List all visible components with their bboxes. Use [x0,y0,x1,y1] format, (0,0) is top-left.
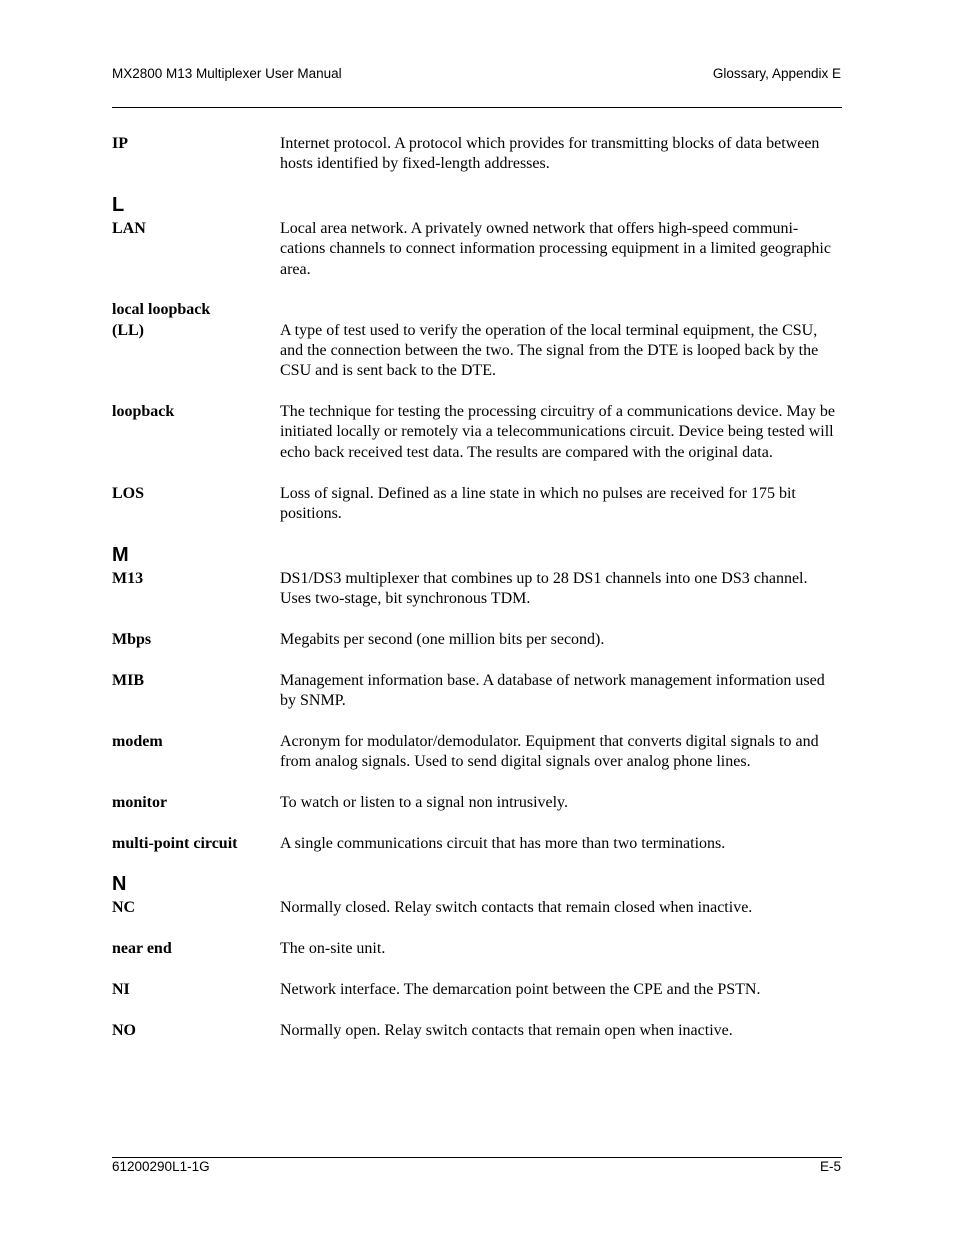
glossary-entry [112,402,842,463]
glossary-entry [112,732,842,773]
section-letter-m: M [112,543,129,566]
glossary-entry [112,834,842,854]
glossary-term: NI [112,980,130,998]
glossary-definition: Normally closed. Relay switch contacts that remain closed when inactive. [280,899,753,917]
glossary-definition: Local area network. A privately owned network that offers high-speed communi-cations channels to connect information processing equipment in a limited geographic area. [280,220,831,278]
glossary-entry [112,630,842,650]
glossary-definition: Acronym for modulator/demodulator. Equipment that converts digital signals to and from analog signals. Used to send digital signals over analog phone lines. [280,732,819,770]
glossary-definition: Management information base. A database of network management information used by SNMP. [280,671,825,709]
glossary-entry [112,980,842,1000]
glossary-entry [112,793,842,813]
glossary-definition: Normally open. Relay switch contacts that remain open when inactive. [280,1021,733,1039]
glossary-body [112,134,842,1062]
glossary-definition: Internet protocol. A protocol which provides for transmitting blocks of data between hosts identified by fixed-length addresses. [280,135,820,173]
glossary-term: IP [112,135,128,152]
page-number: E-5 [819,1159,841,1174]
glossary-term: loopback [112,403,175,421]
document-part-number: 61200290L1-1G [112,1159,210,1174]
glossary-definition: A single communications circuit that has more than two terminations. [280,834,726,852]
glossary-term: M13 [112,569,144,587]
glossary-term: LOS [112,484,145,502]
glossary-entry [112,1021,842,1041]
glossary-definition: Network interface. The demarcation point between the CPE and the PSTN. [280,980,761,998]
glossary-entry [112,569,842,610]
glossary-term-continued: (LL) [112,321,144,339]
glossary-definition: Megabits per second (one million bits per second). [280,630,605,648]
glossary-definition: Loss of signal. Defined as a line state in which no pulses are received for 175 bit positions. [280,484,796,522]
section-letter-n: N [112,873,127,896]
glossary-term: local loopback [112,301,211,319]
running-header-section: Glossary, Appendix E [712,66,841,81]
footer-rule [112,1157,842,1158]
glossary-entry [112,898,842,918]
glossary-entry [112,484,842,525]
glossary-term: near end [112,940,172,958]
glossary-term: MIB [112,671,144,689]
glossary-term: NO [112,1021,136,1039]
glossary-definition: The on-site unit. [280,940,386,958]
glossary-definition: A type of test used to verify the operation of the local terminal equipment, the CSU, and the connection between the two. The signal from the DTE is looped back by the CSU and is sent back to the DTE. [280,321,819,380]
glossary-term: LAN [112,220,146,238]
glossary-entry [112,939,842,959]
glossary-entry [112,300,842,381]
glossary-term: multi-point circuit [112,834,238,852]
glossary-term: monitor [112,793,168,811]
section-letter-l: L [112,194,125,217]
glossary-definition: DS1/DS3 multiplexer that combines up to 28 DS1 channels into one DS3 channel. Uses two-stage, bit synchronous TDM. [280,569,808,607]
glossary-definition: To watch or listen to a signal non intrusively. [280,793,569,811]
glossary-entry [112,134,842,175]
glossary-entry [112,219,842,280]
glossary-entry [112,671,842,712]
header-rule [112,107,842,108]
glossary-term: Mbps [112,630,152,648]
running-header-title: MX2800 M13 Multiplexer User Manual [112,66,342,81]
glossary-term: NC [112,899,136,917]
glossary-term: modem [112,732,163,750]
glossary-definition: The technique for testing the processing circuitry of a communications device. May be initiated locally or remotely via a telecommunications circuit. Device being tested will echo back received test data. The results are compared with the original data. [280,403,835,461]
